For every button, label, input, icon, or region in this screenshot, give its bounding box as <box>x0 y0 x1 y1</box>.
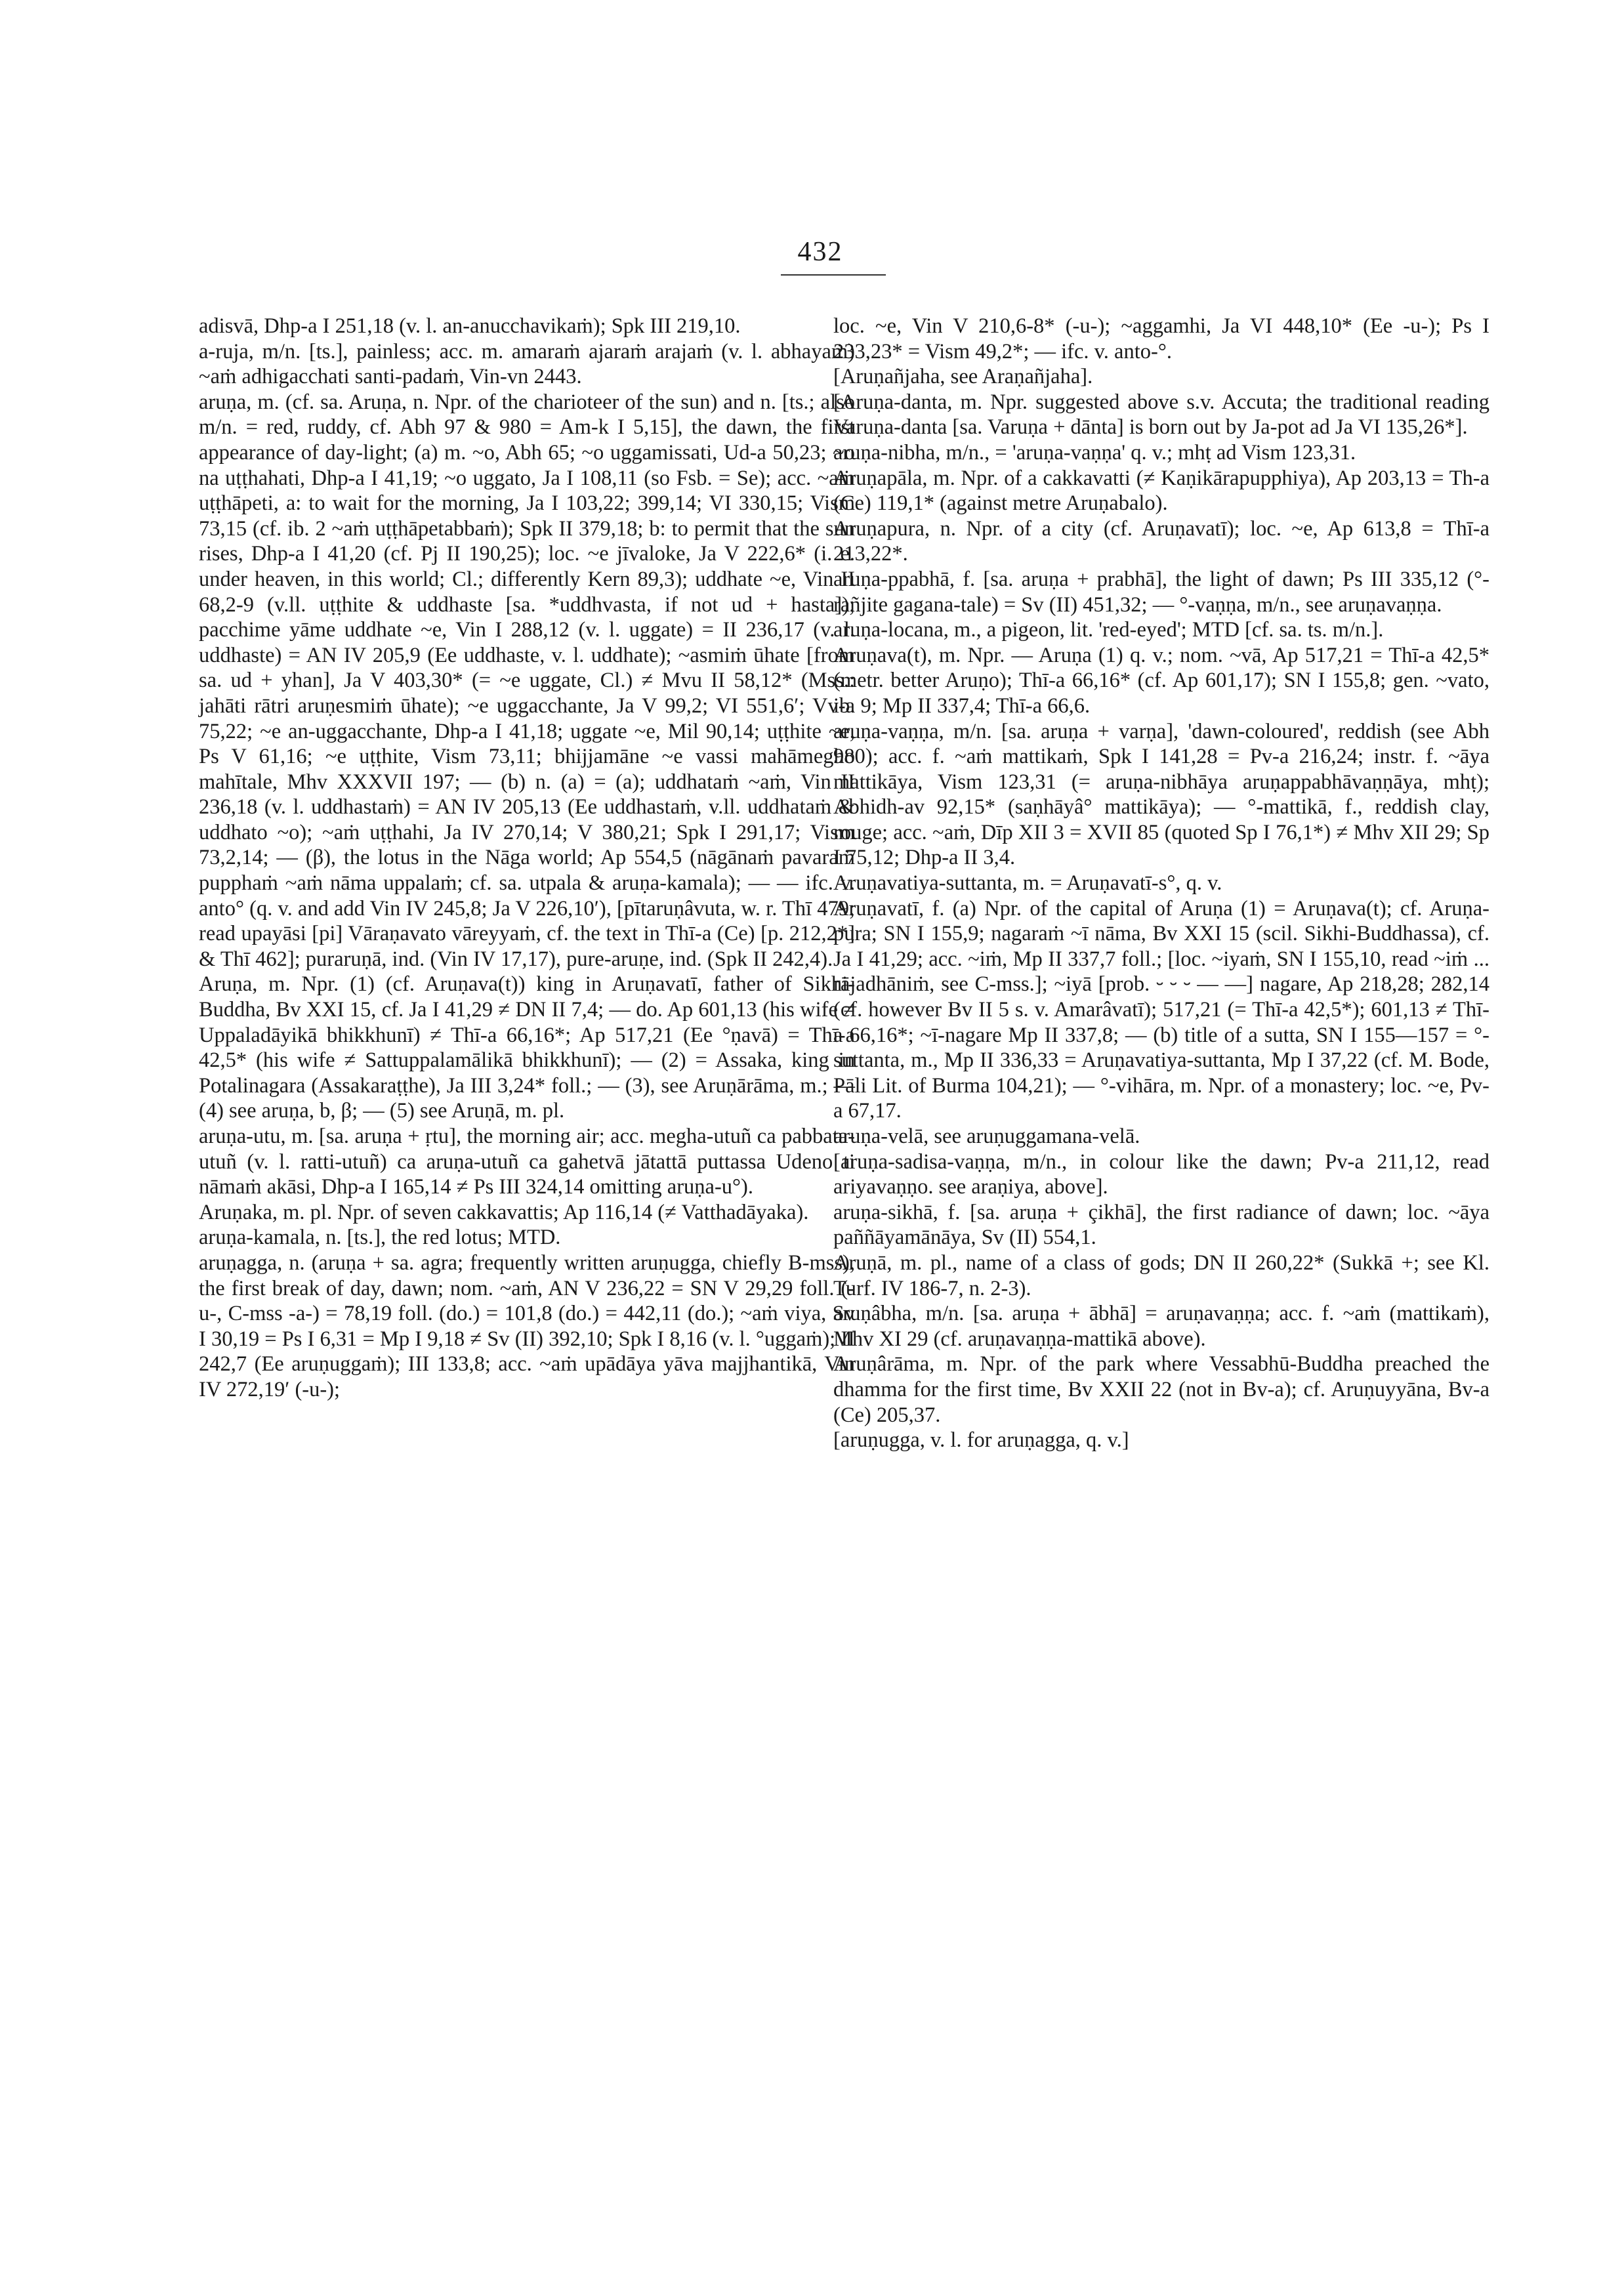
entry-paragraph: aruṇa-velā, see aruṇuggamana-velā. <box>833 1125 1140 1148</box>
entry-paragraph: Aruṇava(t), m. Npr. — Aruṇa (1) q. v.; nom. ~vā, Ap 517,21 = Thī-a 42,5* (metr. better Aruṇo); Thī-a 66,16* (cf. Ap 601,17); SN I 155,8; gen. ~vato, ib. 9; Mp II 337,4; Thī-a 66,6. <box>833 643 1489 718</box>
entry-paragraph: Aruṇā, m. pl., name of a class of gods; DN II 260,22* (Sukkā +; see Kl. Turf. IV 186-7, n. 2-3). <box>833 1251 1489 1300</box>
entry-paragraph: aruṇa-vaṇṇa, m/n. [sa. aruṇa + varṇa], 'dawn-coloured', reddish (see Abh 980); acc. f. ~aṁ mattikaṁ, Spk I 141,28 = Pv-a 216,24; instr. f. ~āya mattikāya, Vism 123,31 (= aruṇa-nibhāya aruṇappabhāvaṇṇāya, mhṭ); Abhidh-av 92,15* (saṇhāyâ° mattikāya); — °-mattikā, f., reddish clay, rouge; acc. ~aṁ, Dīp XII 3 = XVII 85 (quoted Sp I 76,1*) ≠ Mhv XII 29; Sp I 75,12; Dhp-a II 3,4. <box>833 719 1489 870</box>
left-column <box>199 314 855 1403</box>
header-rule <box>781 274 886 276</box>
entry-paragraph: Aruṇaka, m. pl. Npr. of seven cakkavattis; Ap 116,14 (≠ Vatthadāyaka). <box>199 1200 809 1224</box>
entry-paragraph: [Aruṇa-danta, m. Npr. suggested above s.v. Accuta; the traditional reading Varuṇa-danta [sa. Varuṇa + dānta] is born out by Ja-pot ad Ja VI 135,26*]. <box>833 390 1489 440</box>
entry-paragraph: aruṇa-utu, m. [sa. aruṇa + ṛtu], the morning air; acc. megha-utuñ ca pabbata-utuñ (v. l. ratti-utuñ) ca aruṇa-utuñ ca gahetvā jātattā puttassa Udeno ti nāmaṁ akāsi, Dhp-a I 165,14 ≠ Ps III 324,14 omitting aruṇa-u°). <box>199 1125 855 1199</box>
entry-paragraph: [aruṇugga, v. l. for aruṇagga, q. v.] <box>833 1428 1129 1453</box>
entry-paragraph: aruṇâbha, m/n. [sa. aruṇa + ābhā] = aruṇavaṇṇa; acc. f. ~aṁ (mattikaṁ), Mhv XI 29 (cf. aruṇavaṇṇa-mattikā above). <box>833 1302 1489 1351</box>
entry-paragraph: aruṇa-nibha, m/n., = 'aruṇa-vaṇṇa' q. v.; mhṭ ad Vism 123,31. <box>833 440 1356 465</box>
entry-paragraph: Aruṇa, m. Npr. (1) (cf. Aruṇava(t)) king in Aruṇavatī, father of Sikhi-Buddha, Bv XXI 15, cf. Ja I 41,29 ≠ DN II 7,4; — do. Ap 601,13 (his wife ≠ Uppaladāyikā bhikkhunī) ≠ Thī-a 66,16*; Ap 517,21 (Ee °ṇavā) = Thī-a 42,5* (his wife ≠ Sattuppalamālikā bhikkhunī); — (2) = Assaka, king in Potalinagara (Assakaraṭṭhe), Ja III 3,24* foll.; — (3), see Aruṇārāma, m.; — (4) see aruṇa, b, β; — (5) see Aruṇā, m. pl. <box>199 972 855 1123</box>
entry-paragraph: aruṇa-ppabhā, f. [sa. aruṇa + prabhā], the light of dawn; Ps III 335,12 (°-rañjite gagana-tale) = Sv (II) 451,32; — °-vaṇṇa, m/n., see aruṇavaṇṇa. <box>833 567 1489 617</box>
entry-paragraph: aruṇa-kamala, n. [ts.], the red lotus; MTD. <box>199 1226 561 1250</box>
entry-paragraph: adisvā, Dhp-a I 251,18 (v. l. an-anucchavikaṁ); Spk III 219,10. <box>199 314 741 338</box>
entry-paragraph: aruṇagga, n. (aruṇa + sa. agra; frequently written aruṇugga, chiefly B-mss), the first break of day, dawn; nom. ~aṁ, AN V 236,22 = SN V 29,29 foll. (-u-, C-mss -a-) = 78,19 foll. (do.) = 101,8 (do.) = 442,11 (do.); ~aṁ viya, Sv I 30,19 = Ps I 6,31 = Mp I 9,18 ≠ Sv (II) 392,10; Spk I 8,16 (v. l. °uggaṁ); II 242,7 (Ee aruṇuggaṁ); III 133,8; acc. ~aṁ upādāya yāva majjhantikā, Vin IV 272,19′ (-u-); <box>199 1251 855 1401</box>
entry-paragraph: aruṇa-locana, m., a pigeon, lit. 'red-eyed'; MTD [cf. sa. ts. m/n.]. <box>833 618 1384 642</box>
entry-paragraph: Aruṇârāma, m. Npr. of the park where Vessabhū-Buddha preached the dhamma for the first time, Bv XXII 22 (not in Bv-a); cf. Aruṇuyyāna, Bv-a (Ce) 205,37. <box>833 1352 1489 1427</box>
entry-paragraph: loc. ~e, Vin V 210,6-8* (-u-); ~aggamhi, Ja VI 448,10* (Ee -u-); Ps I 233,23* = Vism 49,2*; — ifc. v. anto-°. <box>833 314 1489 363</box>
entry-paragraph: a-ruja, m/n. [ts.], painless; acc. m. amaraṁ ajaraṁ arajaṁ (v. l. abhayaṁ) ~aṁ adhigacchati santi-padaṁ, Vin-vn 2443. <box>199 339 855 389</box>
right-column <box>833 314 1489 1453</box>
page-number: 432 <box>797 237 843 267</box>
entry-paragraph: Aruṇapura, n. Npr. of a city (cf. Aruṇavatī); loc. ~e, Ap 613,8 = Thī-a 213,22*. <box>833 516 1489 566</box>
entry-paragraph: aruṇa, m. (cf. sa. Aruṇa, n. Npr. of the charioteer of the sun) and n. [ts.; also m/n. = red, ruddy, cf. Abh 97 & 980 = Am-k I 5,15], the dawn, the first appearance of day-light; (a) m. ~o, Abh 65; ~o uggamissati, Ud-a 50,23; ~o na uṭṭhahati, Dhp-a I 41,19; ~o uggato, Ja I 108,11 (so Fsb. = Se); acc. ~aṁ uṭṭhāpeti, a: to wait for the morning, Ja I 103,22; 399,14; VI 330,15; Vism 73,15 (cf. ib. 2 ~aṁ uṭṭhāpetabbaṁ); Spk II 379,18; b: to permit that the sun rises, Dhp-a I 41,20 (cf. Pj II 190,25); loc. ~e jīvaloke, Ja V 222,6* (i. e. under heaven, in this world; Cl.; differently Kern 89,3); uddhate ~e, Vin II 68,2-9 (v.ll. uṭṭhite & uddhaste [sa. *uddhvasta, if not ud + hasta]); pacchime yāme uddhate ~e, Vin I 288,12 (v. l. uggate) = II 236,17 (v. l. uddhaste) = AN IV 205,9 (Ee uddhaste, v. l. uddhate); ~asmiṁ ūhate [from sa. ud + yhan], Ja V 403,30* (= ~e uggate, Cl.) ≠ Mvu II 58,12* (Mss.: jahāti rātri aruṇesmiṁ ūhate); ~e uggacchante, Ja V 99,2; VI 551,6′; Vv-a 75,22; ~e an-uggacchante, Dhp-a I 41,18; uggate ~e, Mil 90,14; uṭṭhite ~e, Ps V 61,16; ~e uṭṭhite, Vism 73,11; bhijjamāne ~e vassi mahāmegho mahītale, Mhv XXXVII 197; — (b) n. (a) = (a); uddhataṁ ~aṁ, Vin II 236,18 (v. l. uddhastaṁ) = AN IV 205,13 (Ee uddhastaṁ, v.ll. uddhataṁ & uddhato ~o); ~aṁ uṭṭhahi, Ja IV 270,14; V 380,21; Spk I 291,17; Vism 73,2,14; — (β), the lotus in the Nāga world; Ap 554,5 (nāgānaṁ pavaraṁ pupphaṁ ~aṁ nāma uppalaṁ; cf. sa. utpala & aruṇa-kamala); — — ifc. v. anto° (q. v. and add Vin IV 245,8; Ja V 226,10′), [pītaruṇâvuta, w. r. Thī 479; read upayāsi [pi] Vāraṇavato vāreyyaṁ, cf. the text in Thī-a (Ce) [p. 212,2*] & Thī 462]; puraruṇā, ind. (Vin IV 17,17), pure-aruṇe, ind. (Spk II 242,4). <box>199 390 855 971</box>
entry-paragraph: Aruṇavatī, f. (a) Npr. of the capital of Aruṇa (1) = Aruṇava(t); cf. Aruṇa-pura; SN I 155,9; nagaraṁ ~ī nāma, Bv XXI 15 (scil. Sikhi-Buddhassa), cf. Ja I 41,29; acc. ~iṁ, Mp II 337,7 foll.; [loc. ~iyaṁ, SN I 155,10, read ~iṁ ... rājadhāniṁ, see C-mss.]; ~iyā [prob. ⏑ ⏑ ⏑ — —] nagare, Ap 218,28; 282,14 (cf. however Bv II 5 s. v. Amarâvatī); 517,21 (= Thī-a 42,5*); 601,13 ≠ Thī-a 66,16*; ~ī-nagare Mp II 337,8; — (b) title of a sutta, SN I 155—157 = °-suttanta, m., Mp II 336,33 = Aruṇavatiya-suttanta, Mp I 37,22 (cf. M. Bode, Pāli Lit. of Burma 104,21); — °-vihāra, m. Npr. of a monastery; loc. ~e, Pv-a 67,17. <box>833 896 1489 1123</box>
entry-paragraph: [Aruṇañjaha, see Araṇañjaha]. <box>833 365 1093 389</box>
entry-paragraph: Aruṇavatiya-suttanta, m. = Aruṇavatī-s°, q. v. <box>833 871 1222 896</box>
entry-paragraph: [aruṇa-sadisa-vaṇṇa, m/n., in colour like the dawn; Pv-a 211,12, read ariyavaṇṇo. see araṇiya, above]. <box>833 1149 1489 1199</box>
entry-paragraph: Aruṇapāla, m. Npr. of a cakkavatti (≠ Kaṇikārapupphiya), Ap 203,13 = Th-a (Ce) 119,1* (against metre Aruṇabalo). <box>833 466 1489 516</box>
entry-paragraph: aruṇa-sikhā, f. [sa. aruṇa + çikhā], the first radiance of dawn; loc. ~āya paññāyamānāya, Sv (II) 554,1. <box>833 1200 1489 1250</box>
